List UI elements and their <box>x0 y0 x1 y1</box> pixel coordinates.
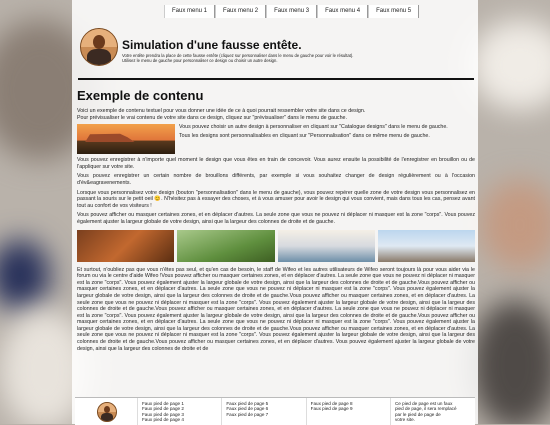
footer-note-line: pied de page, il sera remplacé <box>394 406 457 412</box>
footer-note-line: votre site. <box>394 417 415 423</box>
footer-link[interactable]: Faux pied de page 2 <box>142 406 184 412</box>
footer-note-line: par le pied de page de <box>394 411 441 417</box>
footer-link[interactable]: Faux pied de page 1 <box>142 401 184 406</box>
footer-link[interactable]: Faux pied de page 7 <box>226 411 269 417</box>
image-text-row <box>77 124 475 154</box>
desert-image <box>77 124 175 154</box>
footer-link[interactable]: Faux pied de page 6 <box>226 406 269 412</box>
content-paragraph: Vous pouvez enregistrer à n'importe quel moment le design que vous êtes en train de concevoir. Vous aurez ensuite la possibilité de l'enregistrer en brouillon ou de l'appliquer sur votre site. <box>77 157 475 170</box>
site-footer <box>75 397 475 425</box>
content-paragraph: Pour prévisualiser le vrai contenu de votre site dans ce design, cliquez sur "prévisualiser" dans le menu de gauche. <box>77 114 347 121</box>
footer-column-1 <box>137 398 221 425</box>
footer-link[interactable]: Faux pied de page 5 <box>226 401 269 406</box>
image-side-text <box>179 124 448 154</box>
nav-item-2[interactable]: Faux menu 2 <box>215 5 266 18</box>
footer-link[interactable]: Faux pied de page 3 <box>142 411 184 417</box>
top-nav <box>164 5 419 18</box>
image-strip <box>77 230 475 262</box>
strip-image-3 <box>278 230 375 262</box>
nav-item-4[interactable]: Faux menu 4 <box>317 5 368 18</box>
content-heading: Exemple de contenu <box>77 88 204 103</box>
strip-image-2 <box>177 230 274 262</box>
nav-item-1[interactable]: Faux menu 1 <box>164 5 215 18</box>
main-content <box>77 88 475 355</box>
content-paragraph: Tous les designs sont personnalisables en cliquant sur "Personnalisation" dans ce même menu de gauche. <box>179 132 430 139</box>
content-paragraph: Vous pouvez choisir un autre design à personnaliser en cliquant sur "Catalogue designs" dans le menu de gauche. <box>179 124 448 131</box>
site-title: Simulation d'une fausse entête. <box>122 38 302 52</box>
footer-link[interactable]: Faux pied de page 8 <box>310 401 353 406</box>
header-divider <box>78 78 474 80</box>
strip-image-1 <box>77 230 174 262</box>
site-subtitle <box>122 53 452 63</box>
footer-note-line: Ce pied de page est un faux <box>394 401 453 406</box>
strip-image-4 <box>378 230 475 262</box>
footer-logo <box>75 398 137 425</box>
content-paragraph: Et surtout, n'oubliez pas que vous n'êtes pas seul, et qu'en cas de besoin, le staff de Wifeo et les autres utilisateurs de Wifeo seront toujours là pour vous aider via le forum ou via le centre d'aide Wifeo !Vous pouvez afficher ou masquer certaines zones, et en déplacer d'autres. La seule zone que vous ne pouvez ni déplacer ni masquer est la zone "corps". Vous pouvez également ajuster la largeur globale de votre design, ainsi que la largeur des colonnes de droite et de gauche.Vous pouvez afficher ou masquer certaines zones, et en déplacer d'autres. La seule zone que vous ne pouvez ni déplacer ni masquer est la zone "corps". Vous pouvez également ajuster la largeur globale de votre design, ainsi que la largeur des colonnes de droite et de gauche.Vous pouvez afficher ou masquer certaines zones, et en déplacer d'autres. La seule zone que vous ne pouvez ni déplacer ni masquer est la zone "corps". Vous pouvez également ajuster la largeur globale de votre design, ainsi que la largeur des colonnes de droite et de gauche.Vous pouvez afficher ou masquer certaines zones, et en déplacer d'autres. La seule zone que vous ne pouvez ni déplacer ni masquer est la zone "corps". Vous pouvez également ajuster la largeur globale de votre design, ainsi que la largeur des colonnes de droite et de gauche.Vous pouvez afficher ou masquer certaines zones, et en déplacer d'autres. La seule zone que vous ne pouvez ni déplacer ni masquer est la zone "corps". Vous pouvez également ajuster la largeur globale de votre design, ainsi que la largeur des colonnes de droite et de gauche.Vous pouvez afficher ou masquer certaines zones, et en déplacer d'autres. La seule zone que vous ne pouvez ni déplacer ni masquer est la zone "corps". Vous pouvez également ajuster la largeur globale de votre design, ainsi que la largeur des colonnes de droite et de gauche.Vous pouvez afficher ou masquer certaines zones, et en déplacer d'autres. Vous pouvez également ajuster la largeur globale de votre design, ainsi que la largeur des colonnes de droite et de <box>77 266 475 352</box>
footer-link[interactable]: Faux pied de page 9 <box>310 406 353 412</box>
site-header <box>78 28 474 70</box>
footer-column-2 <box>221 398 305 425</box>
content-paragraph: Vous pouvez enregistrer un certain nombre de brouillons différents, par exemple si vous souhaitez changer de design régulièrement ou à l'occasion d'év&eagravenements. <box>77 173 475 186</box>
site-subtitle-line2: Utilisez le menu de gauche pour personnaliser ce design ou choisir un autre design. <box>122 58 278 63</box>
footer-column-3 <box>306 398 390 425</box>
nav-item-5[interactable]: Faux menu 5 <box>368 5 419 18</box>
site-logo[interactable] <box>80 28 118 66</box>
content-paragraph: Voici un exemple de contenu textuel pour vous donner une idée de ce à quoi pourrait ressembler votre site dans ce design. <box>77 108 366 114</box>
site-subtitle-line1: Votre entête prendra la place de cette fausse entête (cliquez sur personnaliser dans le menu de gauche pour voir le résultat). <box>122 53 354 58</box>
nav-item-3[interactable]: Faux menu 3 <box>266 5 317 18</box>
footer-note <box>390 398 475 425</box>
footer-link[interactable]: Faux pied de page 4 <box>142 417 184 423</box>
content-paragraph: Lorsque vous personnalisez votre design (bouton "personnalisation" dans le menu de gauche), vous pouvez repérer quelle zone de votre design vous personnalisez en passant la souris sur le petit oeil 😊. N'hésitez pas à essayer des choses, et à vous amuser pour avoir le design qui vous convient, mais dans tous les cas, pensez avant tout au confort de vos visiteurs ! <box>77 189 475 209</box>
content-paragraph: Vous pouvez afficher ou masquer certaines zones, et en déplacer d'autres. La seule zone que vous ne pouvez ni déplacer ni masquer est la zone "corps". Vous pouvez également ajuster la largeur globale de votre design, ainsi que la largeur des colonnes de droite et de gauche. <box>77 212 475 225</box>
